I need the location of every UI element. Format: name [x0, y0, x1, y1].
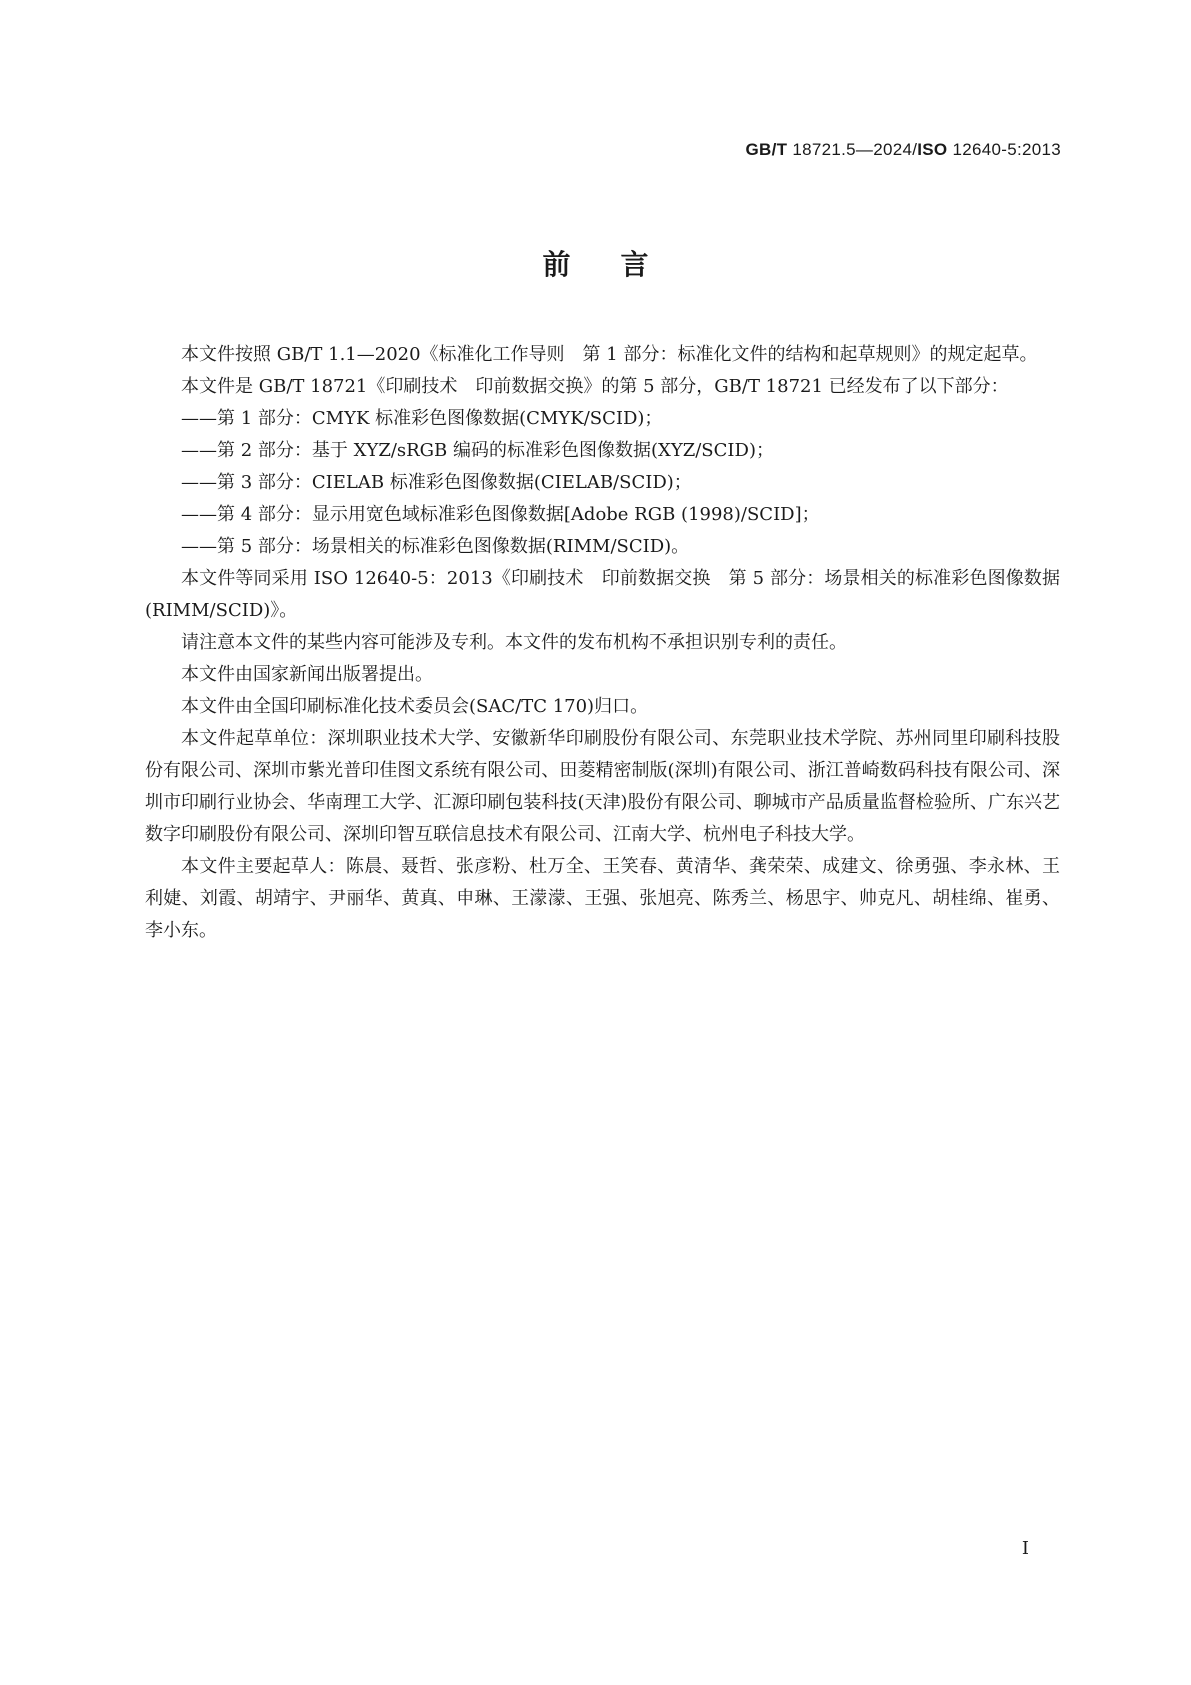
paragraph-patent-notice: 请注意本文件的某些内容可能涉及专利。本文件的发布机构不承担识别专利的责任。 — [181, 632, 847, 653]
list-item: ——第 2 部分：基于 XYZ/sRGB 编码的标准彩色图像数据(XYZ/SCID)； — [181, 440, 774, 461]
code-number: 18721.5—2024/ — [787, 140, 918, 159]
list-item: ——第 1 部分：CMYK 标准彩色图像数据(CMYK/SCID)； — [181, 408, 663, 429]
paragraph-proposer: 本文件由国家新闻出版署提出。 — [181, 664, 433, 685]
page-number: I — [1021, 1538, 1029, 1559]
paragraph-adoption: 本文件等同采用 ISO 12640-5：2013《印刷技术 印前数据交换 第 5 部分：场景相关的标准彩色图像数据 (RIMM/SCID)》。 — [145, 568, 1060, 621]
paragraph-series-intro: 本文件是 GB/T 18721《印刷技术 印前数据交换》的第 5 部分，GB/T 18721 已经发布了以下部分： — [181, 376, 1009, 397]
paragraph-drafters: 本文件主要起草人：陈晨、聂哲、张彦粉、杜万全、王笑春、黄清华、龚荣荣、成建文、徐勇强、李永林、王利婕、刘霞、胡靖宇、尹丽华、黄真、申琳、王濛濛、王强、张旭亮、陈秀兰、杨思宇、帅克凡、胡桂绵、崔勇、李小东。 — [145, 856, 1060, 941]
list-item: ——第 4 部分：显示用宽色域标准彩色图像数据[Adobe RGB (1998)/SCID]； — [181, 504, 820, 525]
list-item: ——第 5 部分：场景相关的标准彩色图像数据(RIMM/SCID)。 — [181, 536, 690, 557]
code-iso-prefix: ISO — [917, 140, 948, 159]
document-body — [145, 339, 1060, 947]
paragraph-committee: 本文件由全国印刷标准化技术委员会(SAC/TC 170)归口。 — [181, 696, 649, 717]
list-item: ——第 3 部分：CIELAB 标准彩色图像数据(CIELAB/SCID)； — [181, 472, 692, 493]
paragraph-drafting-rules: 本文件按照 GB/T 1.1—2020《标准化工作导则 第 1 部分：标准化文件的结构和起草规则》的规定起草。 — [181, 344, 1038, 365]
code-prefix: GB/T — [745, 140, 788, 159]
document-code — [746, 140, 1061, 160]
paragraph-drafting-units: 本文件起草单位：深圳职业技术大学、安徽新华印刷股份有限公司、东莞职业技术学院、苏州同里印刷科技股份有限公司、深圳市紫光普印佳图文系统有限公司、田菱精密制版(深圳)有限公司、浙江普崎数码科技有限公司、深圳市印刷行业协会、华南理工大学、汇源印刷包装科技(天津)股份有限公司、聊城市产品质量监督检验所、广东兴艺数字印刷股份有限公司、深圳印智互联信息技术有限公司、江南大学、杭州电子科技大学。 — [145, 728, 1060, 845]
page-title: 前言 — [542, 248, 699, 281]
code-iso-number: 12640-5:2013 — [947, 140, 1061, 159]
